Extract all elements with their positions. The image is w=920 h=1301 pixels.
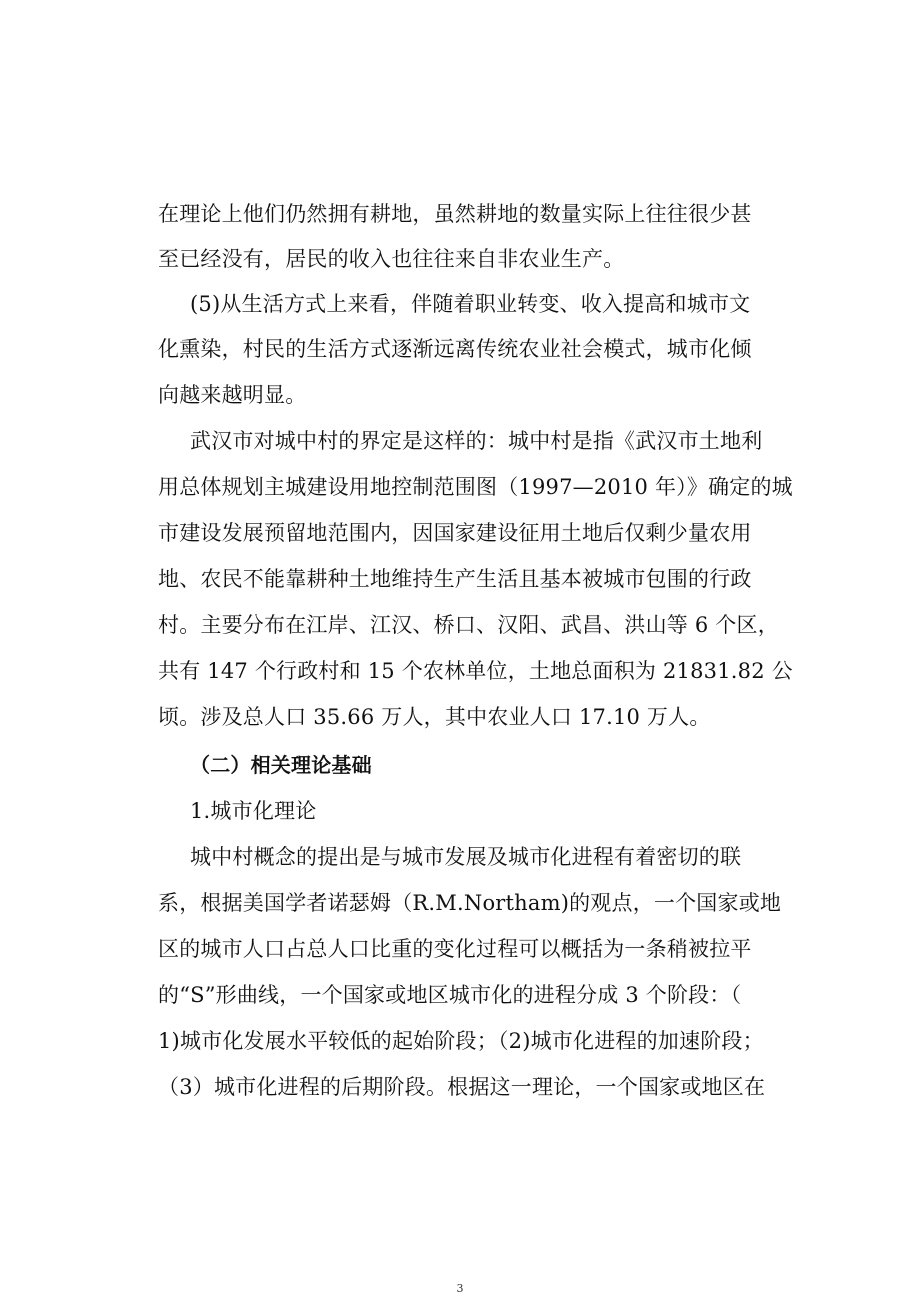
section-heading: （二）相关理论基础	[190, 753, 372, 777]
text-line: 村。主要分布在江岸、江汉、桥口、汉阳、武昌、洪山等 6 个区，	[158, 613, 779, 637]
text-line: 市建设发展预留地范围内，因国家建设征用土地后仅剩少量农用	[158, 521, 752, 545]
text-line: (5)从生活方式上来看，伴随着职业转变、收入提高和城市文	[190, 292, 751, 316]
subsection-heading: 1.城市化理论	[190, 799, 317, 823]
text-line: 至已经没有，居民的收入也往往来自非农业生产。	[158, 247, 625, 271]
text-line: 的“S”形曲线，一个国家或地区城市化的进程分成 3 个阶段：（	[158, 983, 742, 1007]
text-line: 城中村概念的提出是与城市发展及城市化进程有着密切的联	[190, 845, 742, 869]
text-line: 在理论上他们仍然拥有耕地，虽然耕地的数量实际上往往很少甚	[158, 202, 752, 226]
text-line: 用总体规划主城建设用地控制范围图（1997—2010 年）》确定的城	[158, 475, 793, 499]
text-line: 共有 147 个行政村和 15 个农林单位，土地总面积为 21831.82 公	[158, 659, 793, 683]
text-line: 1)城市化发展水平较低的起始阶段；（2)城市化进程的加速阶段；	[158, 1029, 764, 1053]
text-line: 向越来越明显。	[158, 383, 307, 407]
text-line: 系，根据美国学者诺瑟姆（R.M.Northam)的观点，一个国家或地	[158, 891, 782, 915]
text-line: 顷。涉及总人口 35.66 万人，其中农业人口 17.10 万人。	[158, 705, 711, 729]
text-line: 区的城市人口占总人口比重的变化过程可以概括为一条稍被拉平	[158, 937, 752, 961]
text-line: 武汉市对城中村的界定是这样的：城中村是指《武汉市土地利	[190, 429, 763, 453]
text-line: （3）城市化进程的后期阶段。根据这一理论，一个国家或地区在	[158, 1075, 766, 1099]
page-number: 3	[456, 1282, 464, 1295]
text-line: 地、农民不能靠耕种土地维持生产生活且基本被城市包围的行政	[158, 567, 752, 591]
text-line: 化熏染，村民的生活方式逐渐远离传统农业社会模式，城市化倾	[158, 337, 752, 361]
